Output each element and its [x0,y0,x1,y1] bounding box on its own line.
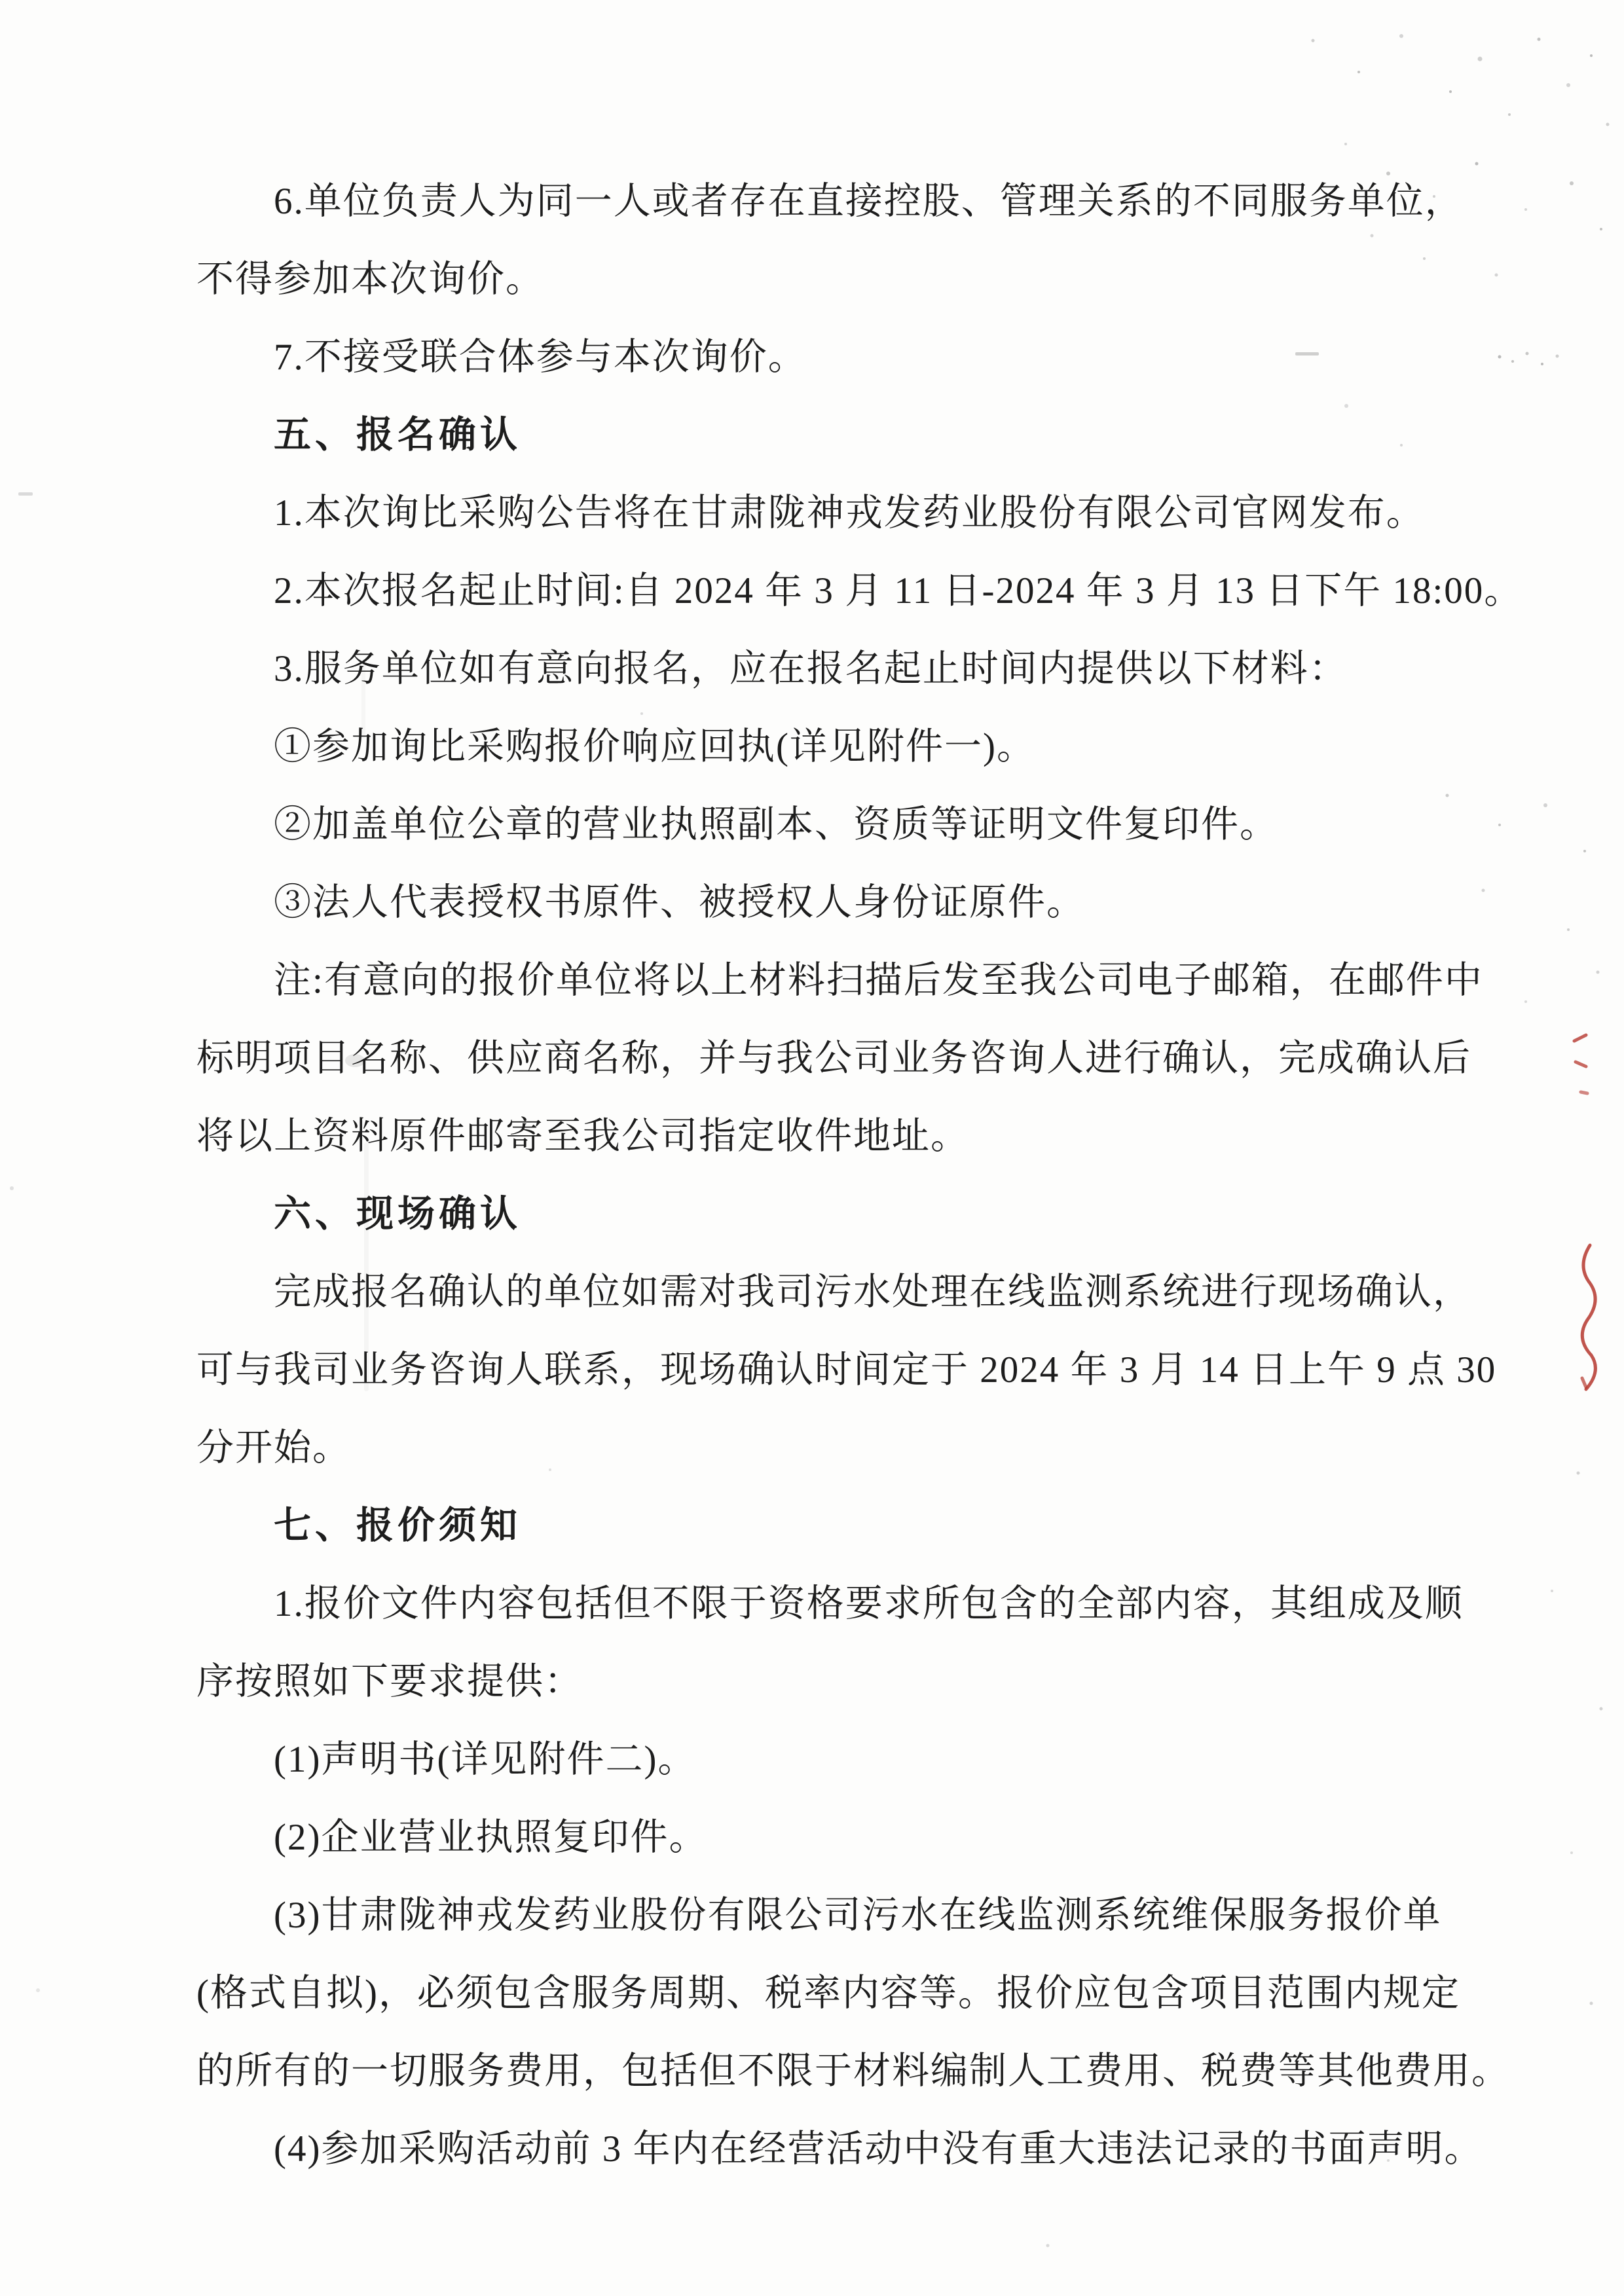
paragraph-line: 不得参加本次询价。 [196,259,544,300]
list-item-3: (3)甘肃陇神戎发药业股份有限公司污水在线监测系统维保服务报价单 [274,1895,1442,1936]
section-heading-6: 六、现场确认 [274,1193,521,1235]
list-item-circled-3: ③法人代表授权书原件、被授权人身份证原件。 [274,882,1085,923]
paragraph-line: 可与我司业务咨询人联系，现场确认时间定于 2024 年 3 月 14 日上午 9 点 30 [196,1349,1497,1391]
paragraph-line: 1.报价文件内容包括但不限于资格要求所包含的全部内容，其组成及顺 [274,1583,1464,1624]
note-line: 注:有意向的报价单位将以上材料扫描后发至我公司电子邮箱，在邮件中 [274,960,1483,1001]
note-line: 标明项目名称、供应商名称，并与我公司业务咨询人进行确认，完成确认后 [196,1038,1471,1079]
list-item-circled-1: ①参加询比采购报价响应回执(详见附件一)。 [274,726,1035,767]
section-heading-7: 七、报价须知 [274,1504,521,1546]
document-body [196,162,1523,2188]
paragraph-line: 分开始。 [196,1427,351,1468]
list-item-1: (1)声明书(详见附件二)。 [274,1739,697,1780]
paragraph-line: 完成报名确认的单位如需对我司污水处理在线监测系统进行现场确认， [274,1271,1471,1313]
paragraph-line: 6.单位负责人为同一人或者存在直接控股、管理关系的不同服务单位， [274,181,1464,222]
paragraph-line: 的所有的一切服务费用，包括但不限于材料编制人工费用、税费等其他费用。 [196,2050,1510,2092]
paragraph-line: 序按照如下要求提供： [196,1661,583,1702]
paragraph-line: 7.不接受联合体参与本次询价。 [274,337,807,378]
list-item-2: (2)企业营业执照复印件。 [274,1817,708,1858]
list-item-4: (4)参加采购活动前 3 年内在经营活动中没有重大违法记录的书面声明。 [274,2128,1483,2170]
paragraph-line: 2.本次报名起止时间:自 2024 年 3 月 11 日-2024 年 3 月 13 日下午 18:00。 [274,570,1523,611]
list-item-circled-2: ②加盖单位公章的营业执照副本、资质等证明文件复印件。 [274,804,1278,845]
paragraph-line: (格式自拟)，必须包含服务周期、税率内容等。报价应包含项目范围内规定 [196,1973,1460,2014]
note-line: 将以上资料原件邮寄至我公司指定收件地址。 [196,1116,969,1157]
section-heading-5: 五、报名确认 [274,414,521,456]
paragraph-line: 3.服务单位如有意向报名，应在报名起止时间内提供以下材料： [274,648,1348,689]
paragraph-line: 1.本次询比采购公告将在甘肃陇神戎发药业股份有限公司官网发布。 [274,492,1425,534]
